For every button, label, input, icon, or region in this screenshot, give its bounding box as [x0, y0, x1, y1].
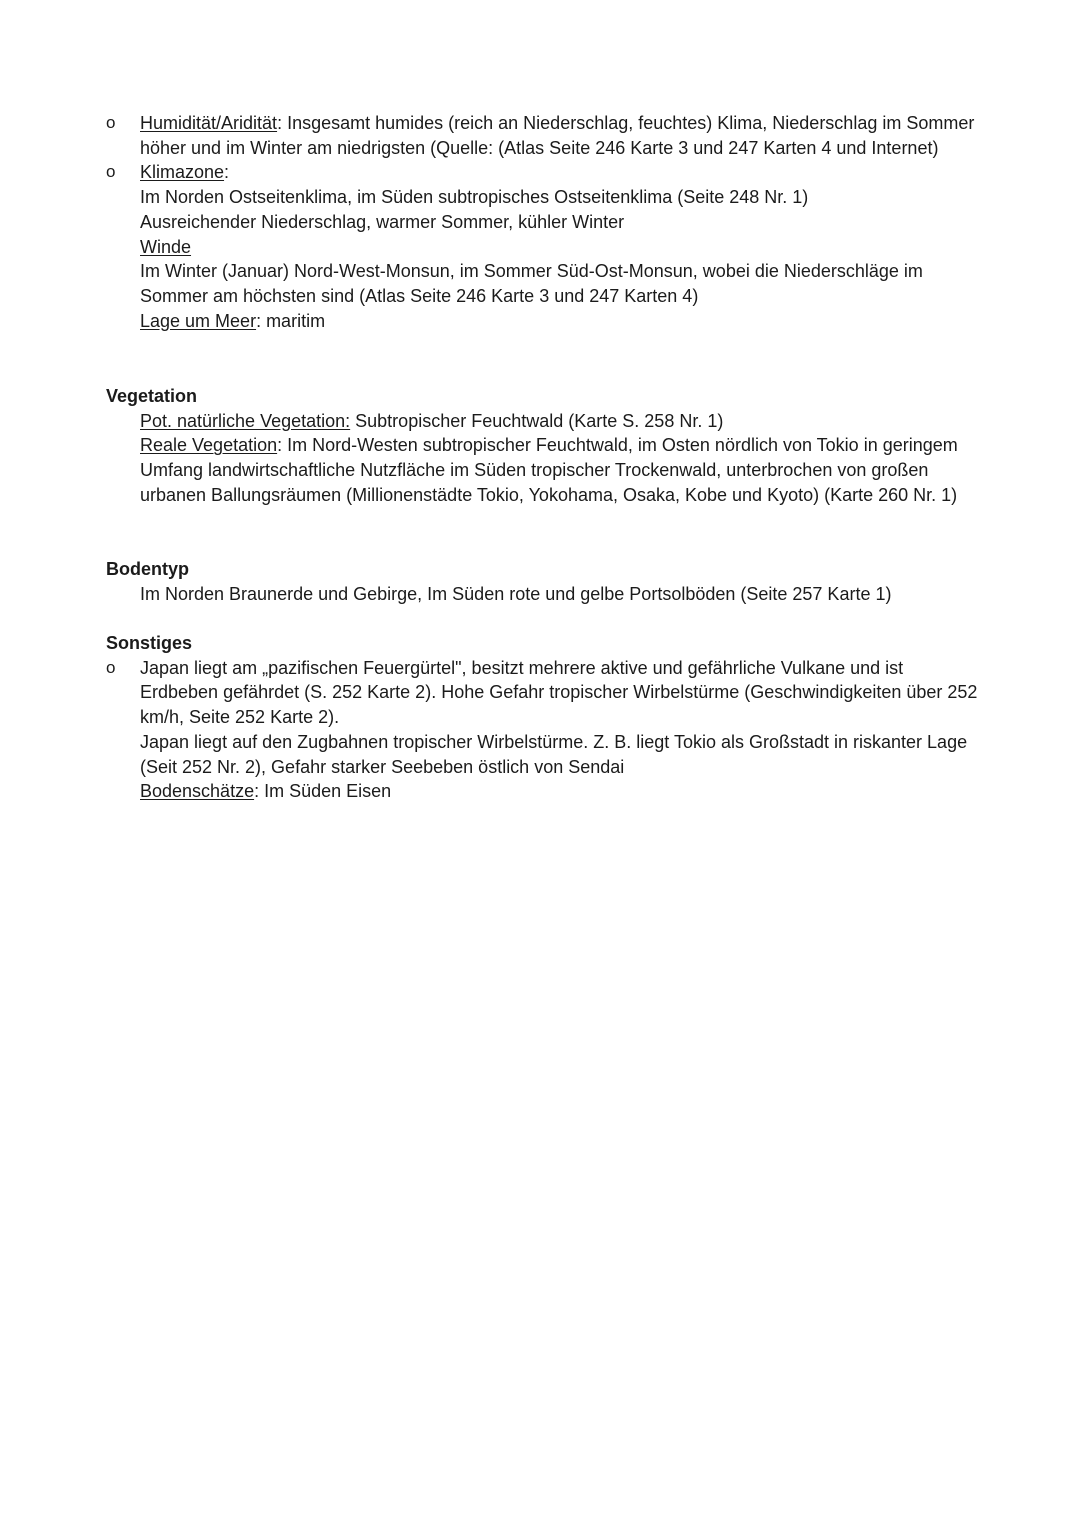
klimazone-heading-line [140, 160, 986, 185]
bodenschaetze-text: : Im Süden Eisen [254, 781, 392, 802]
humiditaet-paragraph [140, 111, 986, 160]
humiditaet-label: Humidität/Aridität [140, 113, 278, 133]
sonstiges-para2: Japan liegt auf den Zugbahnen tropischer Wirbelstürme. Z. B. liegt Tokio als Großstadt in riskanter Lage (Seit 252 Nr. 2), Gefahr starker Seebeben östlich von Sendai [140, 731, 968, 777]
klimazone-colon: : [224, 162, 230, 183]
klimazone-item [106, 160, 986, 333]
real-vegetation-paragraph [140, 433, 986, 507]
pot-vegetation-text: Subtropischer Feuchtwald (Karte S. 258 Nr. 1) [350, 410, 724, 431]
winde-label-line [140, 235, 986, 260]
humiditaet-text: : Insgesamt humides (reich an Niederschlag, feuchtes) Klima, Niederschlag im Sommer höher und im Winter am niedrigsten (Quelle: (Atlas Seite 246 Karte 3 und 247 Karten 4 und Internet) [140, 113, 975, 158]
bullet-icon: o [106, 657, 116, 677]
lage-text: : maritim [256, 310, 326, 331]
winde-label: Winde [140, 236, 192, 257]
lage-line [140, 309, 986, 334]
sonstiges-heading: Sonstiges [106, 633, 193, 653]
bodentyp-heading: Bodentyp [106, 559, 189, 579]
vegetation-heading: Vegetation [106, 386, 198, 406]
vegetation-section [106, 384, 986, 508]
vegetation-body [106, 409, 986, 508]
real-vegetation-label: Reale Vegetation [140, 435, 278, 456]
bodentyp-section [106, 557, 986, 606]
klimazone-label: Klimazone [140, 162, 225, 183]
sonstiges-para1: Japan liegt am „pazifischen Feuergürtel", besitzt mehrere aktive und gefährliche Vulkane und ist Erdbeben gefährdet (S. 252 Karte 2). Hohe Gefahr tropischer Wirbelstürme (Geschwindigkeiten über 252 km/h, Seite 252 Karte 2). [140, 657, 978, 728]
bullet-icon: o [106, 113, 116, 132]
winde-text: Im Winter (Januar) Nord-West-Monsun, im Sommer Süd-Ost-Monsun, wobei die Niederschläge im Sommer am höchsten sind (Atlas Seite 246 Karte 3 und 247 Karten 4) [140, 261, 923, 306]
klima-section [106, 111, 986, 333]
bullet-icon: o [106, 162, 116, 182]
bodenschaetze-label: Bodenschätze [140, 781, 255, 802]
real-vegetation-text: : Im Nord-Westen subtropischer Feuchtwald, im Osten nördlich von Tokio in geringem Umfang landwirtschaftliche Nutzfläche im Süden tropischer Trockenwald, unterbrochen von großen urbanen Ballungsräumen (Millionenstädte Tokio, Yokohama, Osaka, Kobe und Kyoto) (Karte 260 Nr. 1) [140, 435, 958, 505]
bodenschaetze-line [140, 779, 986, 804]
sonstiges-section [106, 631, 986, 804]
bodentyp-text: Im Norden Braunerde und Gebirge, Im Süden rote und gelbe Portsolböden (Seite 257 Karte 1) [140, 583, 892, 604]
lage-label: Lage um Meer [140, 310, 257, 331]
pot-vegetation-line [140, 409, 986, 434]
klimazone-line2: Ausreichender Niederschlag, warmer Sommer, kühler Winter [140, 211, 625, 232]
humiditaet-item [106, 111, 986, 160]
sonstiges-item [106, 656, 986, 804]
pot-vegetation-label: Pot. natürliche Vegetation: [140, 410, 351, 431]
bodentyp-body [106, 582, 986, 607]
klimazone-line1: Im Norden Ostseitenklima, im Süden subtropisches Ostseitenklima (Seite 248 Nr. 1) [140, 187, 809, 208]
